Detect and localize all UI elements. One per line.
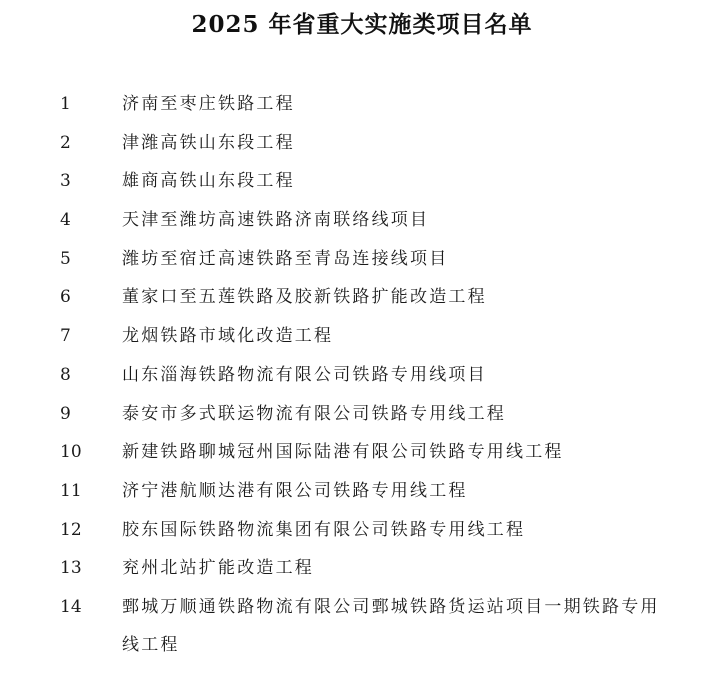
item-number: 7 <box>60 326 71 347</box>
item-number: 11 <box>60 480 82 501</box>
item-number: 14 <box>60 596 82 617</box>
item-name: 津潍高铁山东段工程 <box>122 132 295 153</box>
item-name: 鄄城万顺通铁路物流有限公司鄄城铁路货运站项目一期铁路专用线工程 <box>122 596 660 655</box>
list-item <box>0 130 724 156</box>
item-name: 天津至潍坊高速铁路济南联络线项目 <box>122 210 430 231</box>
item-number: 5 <box>60 248 71 269</box>
list-item <box>0 284 724 310</box>
item-name: 雄商高铁山东段工程 <box>122 171 295 192</box>
list-item <box>0 362 724 388</box>
list-item <box>0 439 724 465</box>
page-title: 2025 年省重大实施类项目名单 <box>191 11 533 38</box>
item-name: 兖州北站扩能改造工程 <box>122 558 314 579</box>
item-number: 3 <box>60 171 71 192</box>
list-item <box>0 246 724 272</box>
list-item <box>0 517 724 543</box>
item-number: 13 <box>60 558 82 579</box>
item-name: 龙烟铁路市域化改造工程 <box>122 326 334 347</box>
list-item <box>0 91 724 117</box>
item-number: 10 <box>60 442 82 463</box>
list-item <box>0 168 724 194</box>
item-name: 新建铁路聊城冠州国际陆港有限公司铁路专用线工程 <box>122 442 564 463</box>
item-name: 济宁港航顺达港有限公司铁路专用线工程 <box>122 480 468 501</box>
list-item <box>0 401 724 427</box>
project-list <box>0 91 724 677</box>
item-name: 董家口至五莲铁路及胶新铁路扩能改造工程 <box>122 287 487 308</box>
item-name: 济南至枣庄铁路工程 <box>122 94 295 114</box>
item-number: 9 <box>60 403 71 424</box>
item-number: 4 <box>60 210 71 231</box>
list-item <box>0 478 724 504</box>
item-number: 12 <box>60 519 82 540</box>
item-number: 1 <box>60 94 71 114</box>
item-name: 泰安市多式联运物流有限公司铁路专用线工程 <box>122 403 506 424</box>
item-number: 8 <box>60 364 71 385</box>
item-number: 2 <box>60 132 71 153</box>
item-name: 胶东国际铁路物流集团有限公司铁路专用线工程 <box>122 519 526 540</box>
list-item <box>0 323 724 349</box>
item-name: 潍坊至宿迁高速铁路至青岛连接线项目 <box>122 248 449 269</box>
list-item <box>0 555 724 581</box>
item-name: 山东淄海铁路物流有限公司铁路专用线项目 <box>122 364 487 385</box>
item-number: 6 <box>60 287 71 308</box>
list-item <box>0 594 724 664</box>
list-item <box>0 207 724 233</box>
